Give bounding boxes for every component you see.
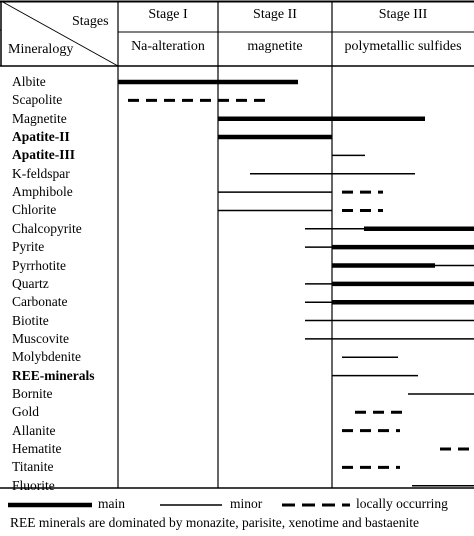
mineral-label: Biotite [12,312,49,328]
mineral-label: Chlorite [12,202,57,218]
footnote: REE minerals are dominated by monazite, parisite, xenotime and bastaenite [10,515,419,530]
mineral-label: Apatite-III [12,147,75,163]
legend-minor-label: minor [230,496,263,511]
mineral-label: REE-minerals [12,367,95,383]
mineral-label: Muscovite [12,330,69,346]
mineral-label: Pyrrhotite [12,257,66,273]
corner-label-stages: Stages [72,14,109,29]
mineral-label: Titanite [12,459,54,475]
mineral-label: Apatite-II [12,129,70,145]
stage-2-subtitle: magnetite [247,39,303,54]
mineral-label: Allanite [12,422,56,438]
legend-local-label: locally occurring [356,496,448,511]
mineral-label: Bornite [12,385,53,401]
mineral-label: Hematite [12,441,62,456]
mineral-label: Scapolite [12,92,63,108]
stage-3-subtitle: polymetallic sulfides [344,39,462,54]
stage-1-subtitle: Na-alteration [131,39,205,54]
mineral-label: Gold [12,404,39,420]
mineral-label: Carbonate [12,294,68,310]
mineral-label: Fluorite [12,477,55,493]
stage-1-title: Stage I [148,7,188,22]
stage-3-title: Stage III [378,7,428,22]
mineral-label: Chalcopyrite [12,220,82,236]
mineral-label: Quartz [12,275,49,291]
stage-2-title: Stage II [253,7,297,22]
legend-main-label: main [98,496,125,511]
mineral-label: Pyrite [12,239,45,255]
mineral-label: Amphibole [12,184,73,200]
mineral-label: Albite [12,74,46,89]
mineral-label: K-feldspar [12,165,70,181]
corner-label-mineralogy: Mineralogy [8,42,74,57]
mineral-label: Magnetite [12,110,67,126]
mineral-label: Molybdenite [12,349,81,365]
